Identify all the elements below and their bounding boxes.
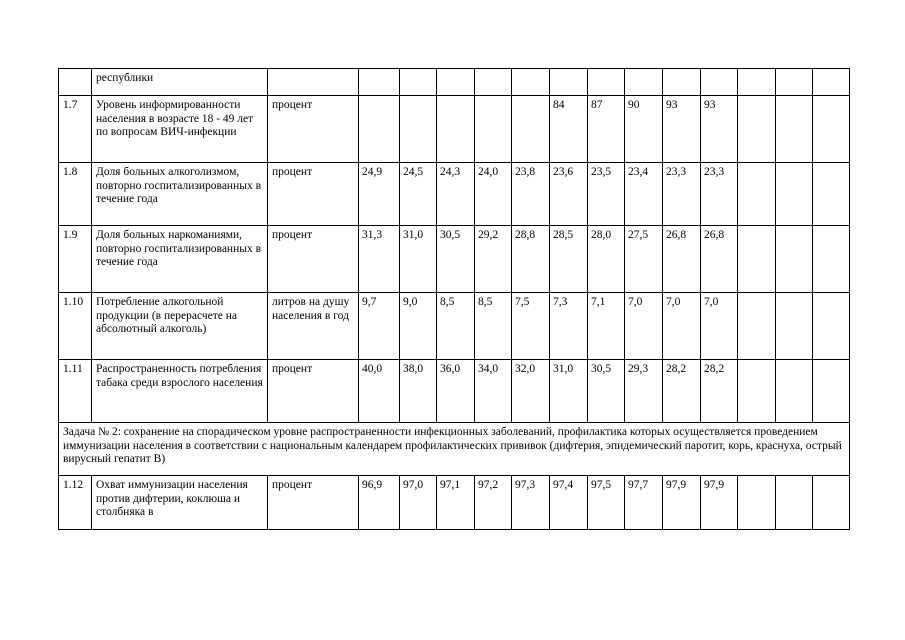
value-cell: 28,2 [701,360,738,423]
value-cell [359,96,400,163]
value-cell: 8,5 [475,293,512,360]
row-number: 1.7 [59,96,92,163]
value-cell [776,163,813,226]
value-cell [738,476,776,530]
indicator-name: Уровень информированности населения в возрасте 18 - 49 лет по вопросам ВИЧ-инфекции [92,96,268,163]
value-cell [400,69,437,96]
table-row-1-9 [59,226,850,293]
value-cell: 8,5 [437,293,475,360]
value-cell: 36,0 [437,360,475,423]
value-cell [437,96,475,163]
value-cell: 7,1 [588,293,625,360]
unit: процент [268,226,359,293]
value-cell [701,69,738,96]
value-cell [475,69,512,96]
value-cell [776,96,813,163]
value-cell [738,163,776,226]
value-cell: 24,5 [400,163,437,226]
value-cell: 30,5 [437,226,475,293]
value-cell: 9,7 [359,293,400,360]
value-cell [400,96,437,163]
value-cell [738,226,776,293]
value-cell [776,69,813,96]
indicator-name: Распространенность потребления табака среди взрослого населения [92,360,268,423]
value-cell: 97,7 [625,476,663,530]
value-cell [625,69,663,96]
value-cell: 34,0 [475,360,512,423]
value-cell [550,69,588,96]
value-cell [475,96,512,163]
unit: процент [268,360,359,423]
value-cell: 28,0 [588,226,625,293]
value-cell: 32,0 [512,360,550,423]
value-cell [738,360,776,423]
value-cell [776,293,813,360]
value-cell: 97,1 [437,476,475,530]
table-row-continuation [59,69,850,96]
value-cell: 97,2 [475,476,512,530]
value-cell: 24,0 [475,163,512,226]
value-cell [738,293,776,360]
value-cell: 97,9 [663,476,701,530]
row-number: 1.10 [59,293,92,360]
task-2-row [59,423,850,476]
value-cell: 28,5 [550,226,588,293]
value-cell: 96,9 [359,476,400,530]
row-number: 1.9 [59,226,92,293]
value-cell: 31,3 [359,226,400,293]
row-number: 1.12 [59,476,92,530]
value-cell: 29,2 [475,226,512,293]
value-cell: 7,3 [550,293,588,360]
value-cell [776,226,813,293]
value-cell [663,69,701,96]
value-cell [813,293,850,360]
row-number: 1.8 [59,163,92,226]
row-number [59,69,92,96]
row-number: 1.11 [59,360,92,423]
table-row-1-11 [59,360,850,423]
unit: процент [268,163,359,226]
value-cell: 23,4 [625,163,663,226]
value-cell: 23,3 [701,163,738,226]
indicator-name: Доля больных наркоманиями, повторно госпитализированных в течение года [92,226,268,293]
value-cell: 97,3 [512,476,550,530]
value-cell: 97,0 [400,476,437,530]
unit: литров на душу населения в год [268,293,359,360]
indicator-name: республики [92,69,268,96]
value-cell [512,96,550,163]
value-cell: 7,5 [512,293,550,360]
value-cell: 23,5 [588,163,625,226]
value-cell: 90 [625,96,663,163]
value-cell: 27,5 [625,226,663,293]
value-cell [813,360,850,423]
value-cell: 31,0 [400,226,437,293]
value-cell: 26,8 [663,226,701,293]
value-cell: 93 [663,96,701,163]
value-cell: 28,8 [512,226,550,293]
value-cell: 31,0 [550,360,588,423]
value-cell [813,163,850,226]
value-cell: 24,3 [437,163,475,226]
table-row-1-8 [59,163,850,226]
value-cell: 28,2 [663,360,701,423]
value-cell: 7,0 [625,293,663,360]
indicators-table [58,68,850,530]
value-cell: 97,9 [701,476,738,530]
value-cell: 40,0 [359,360,400,423]
value-cell [813,69,850,96]
value-cell [512,69,550,96]
table-row-1-12 [59,476,850,530]
value-cell: 84 [550,96,588,163]
indicator-name: Охват иммунизации населения против дифтерии, коклюша и столбняка в [92,476,268,530]
value-cell [776,360,813,423]
task-2-heading: Задача № 2: сохранение на спорадическом уровне распространенности инфекционных заболеваний, профилактика которых осуществляется проведением иммунизации населения в соответствии с национальным календарем профилактических прививок (дифтерия, эпидемический паротит, корь, краснуха, острый вирусный гепатит В) [59,423,850,476]
unit: процент [268,476,359,530]
value-cell: 30,5 [588,360,625,423]
value-cell [813,226,850,293]
unit [268,69,359,96]
value-cell [813,476,850,530]
value-cell: 38,0 [400,360,437,423]
indicator-name: Потребление алкогольной продукции (в перерасчете на абсолютный алкоголь) [92,293,268,360]
value-cell: 24,9 [359,163,400,226]
value-cell: 23,3 [663,163,701,226]
value-cell [588,69,625,96]
value-cell [437,69,475,96]
table-row-1-7 [59,96,850,163]
value-cell [359,69,400,96]
value-cell: 93 [701,96,738,163]
value-cell [776,476,813,530]
value-cell [738,69,776,96]
value-cell: 23,6 [550,163,588,226]
value-cell [738,96,776,163]
value-cell: 9,0 [400,293,437,360]
value-cell [813,96,850,163]
unit: процент [268,96,359,163]
value-cell: 97,5 [588,476,625,530]
value-cell: 97,4 [550,476,588,530]
value-cell: 87 [588,96,625,163]
value-cell: 7,0 [663,293,701,360]
value-cell: 29,3 [625,360,663,423]
value-cell: 7,0 [701,293,738,360]
value-cell: 26,8 [701,226,738,293]
indicator-name: Доля больных алкоголизмом, повторно госпитализированных в течение года [92,163,268,226]
value-cell: 23,8 [512,163,550,226]
table-row-1-10 [59,293,850,360]
